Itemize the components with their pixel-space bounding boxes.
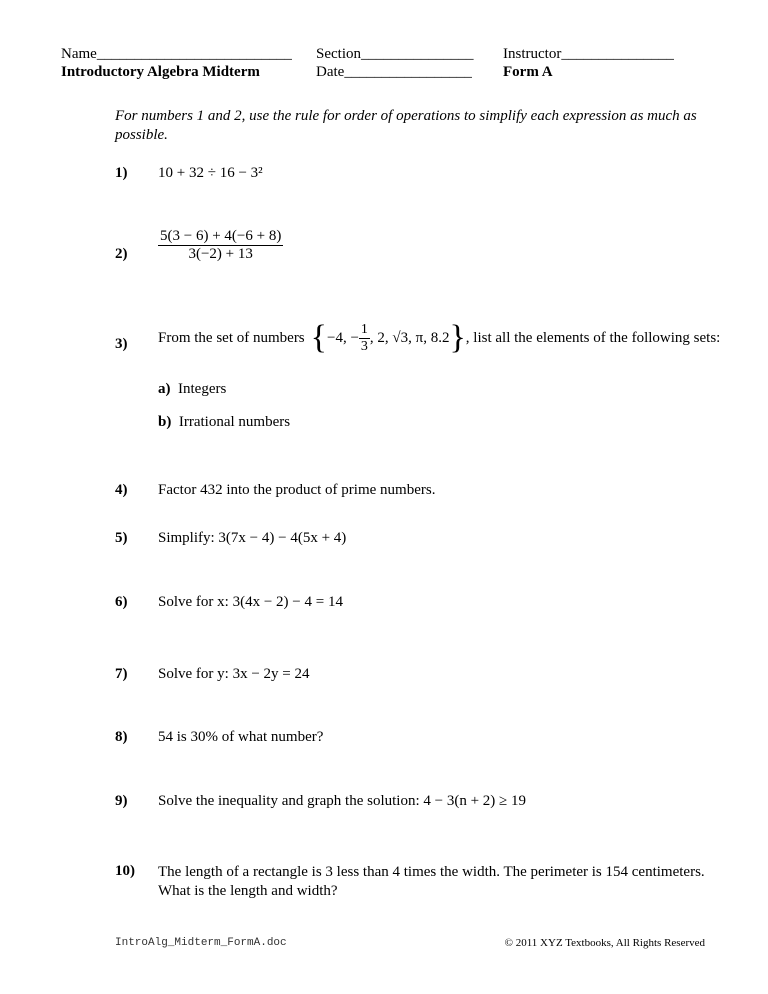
question-1-text: 10 + 32 ÷ 16 − 3² [158, 165, 263, 181]
question-number-3: 3) [115, 336, 128, 352]
question-number-4: 4) [115, 482, 128, 498]
question-3-lead: From the set of numbers [158, 329, 305, 346]
question-number-10: 10) [115, 863, 135, 879]
question-3-set-rest: , 2, √3, π, 8.2 [369, 329, 450, 346]
form-label-text: Form A [503, 64, 553, 80]
footer-copyright: © 2011 XYZ Textbooks, All Rights Reserved [504, 937, 705, 949]
question-3-tail: , list all the elements of the following sets: [465, 329, 721, 346]
question-4-text: Factor 432 into the product of prime numbers. [158, 482, 436, 498]
question-2-numerator: 5(3 − 6) + 4(−6 + 8) [160, 228, 282, 244]
date-field: Date_________________ [316, 64, 472, 80]
right-brace-icon: } [449, 319, 466, 356]
footer-filename: IntroAlg_Midterm_FormA.doc [115, 937, 287, 949]
question-7-text: Solve for y: 3x − 2y = 24 [158, 666, 310, 682]
question-number-2: 2) [115, 246, 128, 262]
question-9-text: Solve the inequality and graph the solution: 4 − 3(n + 2) ≥ 19 [158, 793, 527, 809]
question-2-expression [158, 228, 283, 263]
question-3-fraction [359, 322, 370, 355]
question-5-text: Simplify: 3(7x − 4) − 4(5x + 4) [158, 530, 347, 546]
question-3-part-b [158, 414, 290, 431]
question-6-text: Solve for x: 3(4x − 2) − 4 = 14 [158, 594, 343, 610]
question-8-text: 54 is 30% of what number? [158, 729, 324, 745]
question-number-1: 1) [115, 165, 128, 181]
course-title [61, 63, 260, 82]
form-label [503, 63, 553, 82]
question-3-frac-num: 1 [360, 321, 368, 337]
part-b-text: Irrational numbers [178, 414, 291, 430]
question-2-denominator: 3(−2) + 13 [188, 246, 253, 262]
question-number-7: 7) [115, 666, 128, 682]
question-10-text: The length of a rectangle is 3 less than 4 times the width. The perimeter is 154 centimeters. What is the length and width? [158, 864, 705, 899]
part-a-text: Integers [178, 381, 227, 397]
instructions: For numbers 1 and 2, use the rule for order of operations to simplify each expression as much as possible. [115, 108, 697, 143]
section-field: Section_______________ [316, 46, 474, 62]
question-3-part-a [158, 381, 226, 398]
question-number-8: 8) [115, 729, 128, 745]
instructor-field: Instructor_______________ [503, 46, 674, 62]
question-2-fraction [158, 228, 283, 263]
question-3-set-items: −4, − [326, 329, 359, 346]
question-number-5: 5) [115, 530, 128, 546]
name-field: Name__________________________ [61, 46, 292, 62]
part-a-label: a) [158, 381, 171, 397]
part-b-label: b) [158, 414, 172, 430]
question-number-9: 9) [115, 793, 128, 809]
course-title-text: Introductory Algebra Midterm [61, 64, 260, 80]
left-brace-icon: { [310, 319, 327, 356]
question-3-text [158, 318, 720, 358]
question-3-frac-den: 3 [360, 338, 368, 354]
question-number-6: 6) [115, 594, 128, 610]
